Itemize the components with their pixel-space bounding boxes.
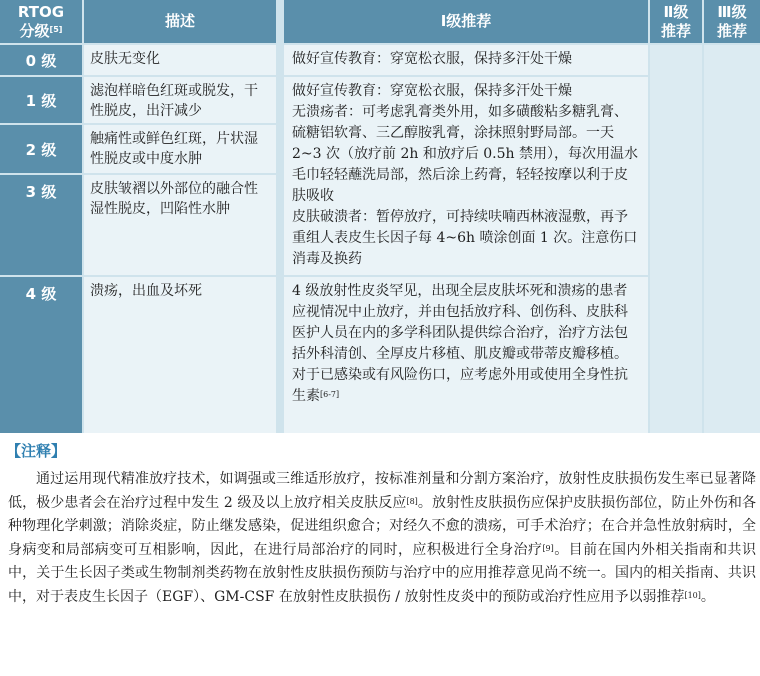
level2-column <box>650 45 702 433</box>
rec-cell-grade0: 做好宣传教育：穿宽松衣服，保持多汗处干燥 <box>284 45 648 75</box>
desc-cell-2: 触痛性或鲜色红斑，片状湿性脱皮或中度水肿 <box>84 125 276 173</box>
note-text-2: 。放射性皮肤损伤应保护皮肤损伤部位，防止外伤和各种物理化学刺激；消除炎症，防止继发感染，促进组织愈合；对经久不愈的溃疡，可手术治疗；在合并急性放射病时，全身病变和局部病变可互相影响，因此，在进行局部治疗的同时，应积极进行全身治疗 <box>8 494 757 558</box>
desc-cell-1: 滤泡样暗色红斑或脱发，干性脱皮，出汗减少 <box>84 77 276 123</box>
rec-cell-grade1-3: 做好宣传教育：穿宽松衣服，保持多汗处干燥 无溃疡者：可考虑乳膏类外用，如多磺酸粘多糖乳膏、硫糖铝软膏、三乙醇胺乳膏，涂抹照射野局部。一天 2~3 次（放疗前 2h 和放疗后 0.5h 禁用），每次用温水毛巾轻轻蘸洗局部，然后涂上药膏，轻轻按摩以利于皮肤吸收 皮肤破溃者：暂停放疗，可持续呋喃西林液湿敷，再予重组人表皮生长因子每 4~6h 喷涂创面 1 次。注意伤口消毒及换药 <box>284 77 648 275</box>
rec-grade4-text: 4 级放射性皮炎罕见，出现全层皮肤坏死和溃疡的患者应视情况中止放疗，并由包括放疗科、创伤科、皮肤科医护人员在内的多学科团队提供综合治疗，治疗方法包括外科清创、全厚皮片移植、肌皮瓣或带蒂皮瓣移植。对于已感染或有风险伤口，应考虑外用或使用全身性抗生素 <box>292 283 628 404</box>
rec-grade4-ref: [6-7] <box>320 390 340 399</box>
header-desc: 描述 <box>84 0 276 43</box>
rec-cell-grade4 <box>284 277 648 433</box>
note-ref-2: [9] <box>542 543 554 553</box>
note-ref-1: [8] <box>406 496 418 506</box>
desc-cell-3: 皮肤皱褶以外部位的融合性湿性脱皮，凹陷性水肿 <box>84 175 276 275</box>
desc-cell-0: 皮肤无变化 <box>84 45 276 75</box>
header-level1: Ⅰ级推荐 <box>284 0 648 43</box>
note-text-4: 。 <box>700 588 715 605</box>
header-level2: Ⅱ级 推荐 <box>650 0 702 43</box>
level3-column <box>704 45 760 433</box>
grade-cell-3: 3 级 <box>0 175 82 275</box>
header-level3: Ⅲ级 推荐 <box>704 0 760 43</box>
note-paragraph <box>8 468 756 609</box>
note-ref-3: [10] <box>684 590 701 600</box>
note-text-3: 。目前在国内外相关指南和共识中，关于生长因子类或生物制剂类药物在放射性皮肤损伤预防与治疗中的应用推荐意见尚不统一。国内的相关指南、共识中，对于表皮生长因子（EGF）、GM-CSF 在放射性皮肤损伤 / 放射性皮炎中的预防或治疗性应用予以弱推荐 <box>8 541 757 605</box>
grade-cell-4: 4 级 <box>0 277 82 433</box>
note-text-1: 通过运用现代精准放疗技术，如调强或三维适形放疗，按标准剂量和分割方案治疗，放射性皮肤损伤发生率已显著降低，极少患者会在治疗过程中发生 2 级及以上放疗相关皮肤反应 <box>8 471 756 511</box>
grade-cell-2: 2 级 <box>0 125 82 173</box>
header-grade-label: RTOG 分级 <box>17 2 65 40</box>
header-grade <box>0 0 82 43</box>
header-grade-ref: [5] <box>49 24 63 34</box>
desc-cell-4: 溃疡，出血及坏死 <box>84 277 276 433</box>
grade-cell-1: 1 级 <box>0 77 82 123</box>
note-title: 【注释】 <box>6 442 67 460</box>
grade-cell-0: 0 级 <box>0 45 82 75</box>
